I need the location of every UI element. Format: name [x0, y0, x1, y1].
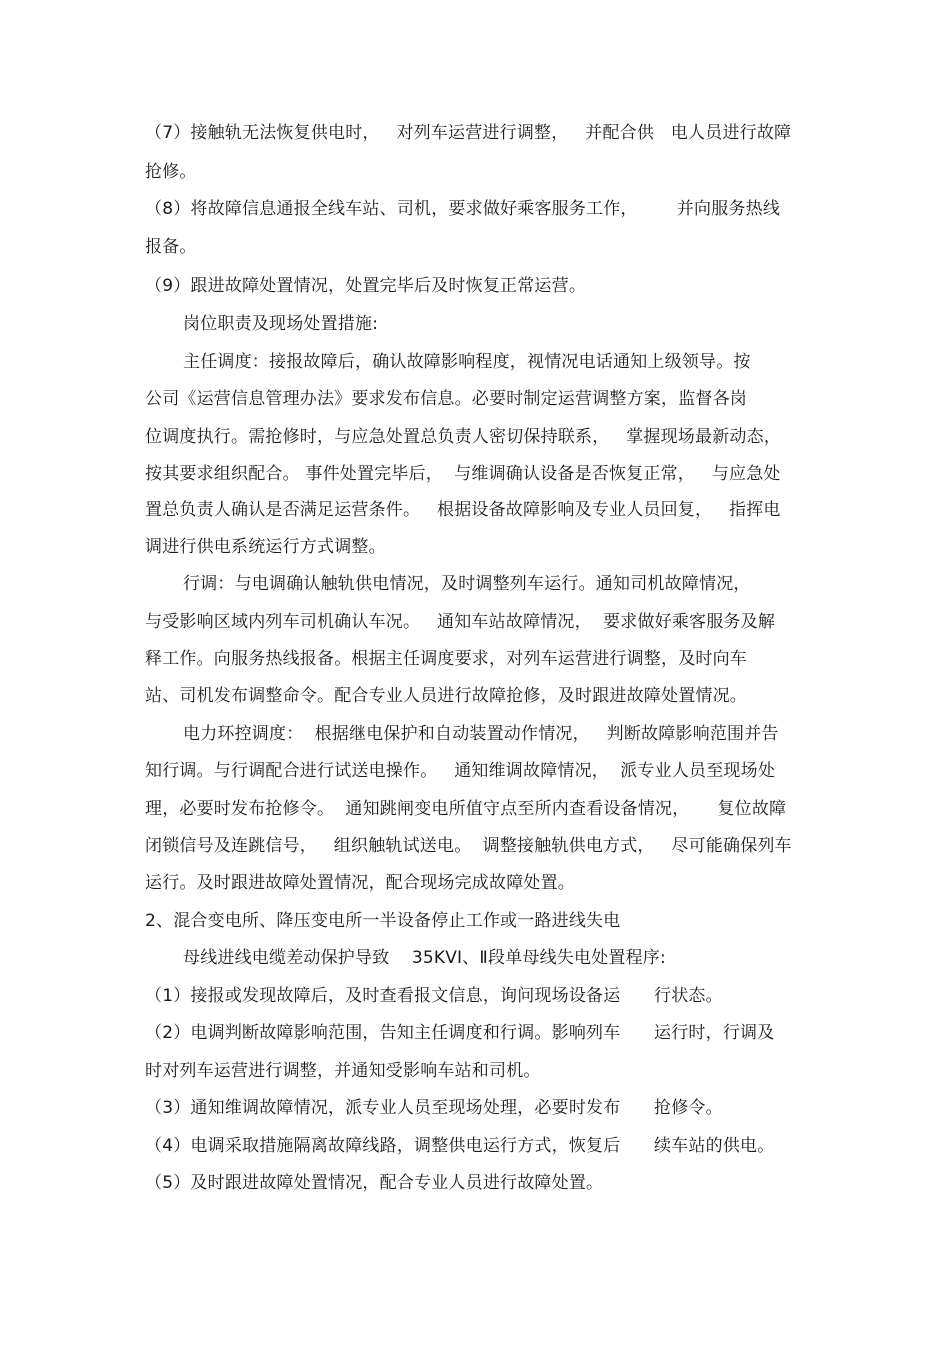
paragraph-line: （7）接触轨无法恢复供电时， 对列车运营进行调整， 并配合供 电人员进行故障 — [145, 123, 792, 143]
section-heading: 2、混合变电所、降压变电所一半设备停止工作或一路进线失电 — [145, 911, 621, 931]
paragraph-line: 抢修。 — [145, 162, 197, 182]
paragraph-line: 置总负责人确认是否满足运营条件。 根据设备故障影响及专业人员回复， 指挥电 — [145, 500, 781, 520]
paragraph-line: 与受影响区域内列车司机确认车况。 通知车站故障情况， 要求做好乘客服务及解 — [145, 612, 776, 632]
paragraph-line: （1）接报或发现故障后，及时查看报文信息，询问现场设备运 行状态。 — [145, 986, 723, 1006]
paragraph-line: 闭锁信号及连跳信号， 组织触轨试送电。 调整接触轨供电方式， 尽可能确保列车 — [145, 836, 792, 856]
paragraph-line: 释工作。向服务热线报备。根据主任调度要求，对列车运营进行调整，及时向车 — [145, 649, 747, 669]
paragraph-line: （3）通知维调故障情况，派专业人员至现场处理，必要时发布 抢修令。 — [145, 1098, 723, 1118]
paragraph-line: 理，必要时发布抢修令。 通知跳闸变电所值守点至所内查看设备情况， 复位故障 — [145, 799, 787, 819]
paragraph-line: 报备。 — [145, 237, 197, 257]
paragraph-line: 电力环控调度： 根据继电保护和自动装置动作情况， 判断故障影响范围并告 — [183, 724, 779, 744]
paragraph-line: 位调度执行。需抢修时，与应急处置总负责人密切保持联系， 掌握现场最新动态， — [145, 427, 782, 447]
paragraph-line: （5）及时跟进故障处置情况，配合专业人员进行故障处置。 — [145, 1173, 604, 1193]
paragraph-line: （8）将故障信息通报全线车站、司机，要求做好乘客服务工作， 并向服务热线 — [145, 199, 781, 219]
paragraph-line: （9）跟进故障处置情况，处置完毕后及时恢复正常运营。 — [145, 276, 587, 296]
paragraph-line: 母线进线电缆差动保护导致 35KVⅠ、Ⅱ段单母线失电处置程序: — [183, 948, 666, 968]
paragraph-line: 行调：与电调确认触轨供电情况，及时调整列车运行。通知司机故障情况， — [183, 574, 751, 594]
paragraph-line: 时对列车运营进行调整，并通知受影响车站和司机。 — [145, 1061, 541, 1081]
section-heading: 岗位职责及现场处置措施: — [183, 314, 379, 334]
paragraph-line: 知行调。与行调配合进行试送电操作。 通知维调故障情况， 派专业人员至现场处 — [145, 761, 776, 781]
paragraph-line: （2）电调判断故障影响范围，告知主任调度和行调。影响列车 运行时，行调及 — [145, 1023, 775, 1043]
paragraph-line: （4）电调采取措施隔离故障线路，调整供电运行方式，恢复后 续车站的供电。 — [145, 1136, 775, 1156]
paragraph-line: 主任调度：接报故障后，确认故障影响程度，视情况电话通知上级领导。按 — [183, 352, 751, 372]
paragraph-line: 站、司机发布调整命令。配合专业人员进行故障抢修，及时跟进故障处置情况。 — [145, 686, 747, 706]
paragraph-line: 公司《运营信息管理办法》要求发布信息。必要时制定运营调整方案，监督各岗 — [145, 389, 747, 409]
paragraph-line: 按其要求组织配合。 事件处置完毕后， 与维调确认设备是否恢复正常， 与应急处 — [145, 464, 781, 484]
paragraph-line: 运行。及时跟进故障处置情况，配合现场完成故障处置。 — [145, 873, 575, 893]
paragraph-line: 调进行供电系统运行方式调整。 — [145, 537, 386, 557]
